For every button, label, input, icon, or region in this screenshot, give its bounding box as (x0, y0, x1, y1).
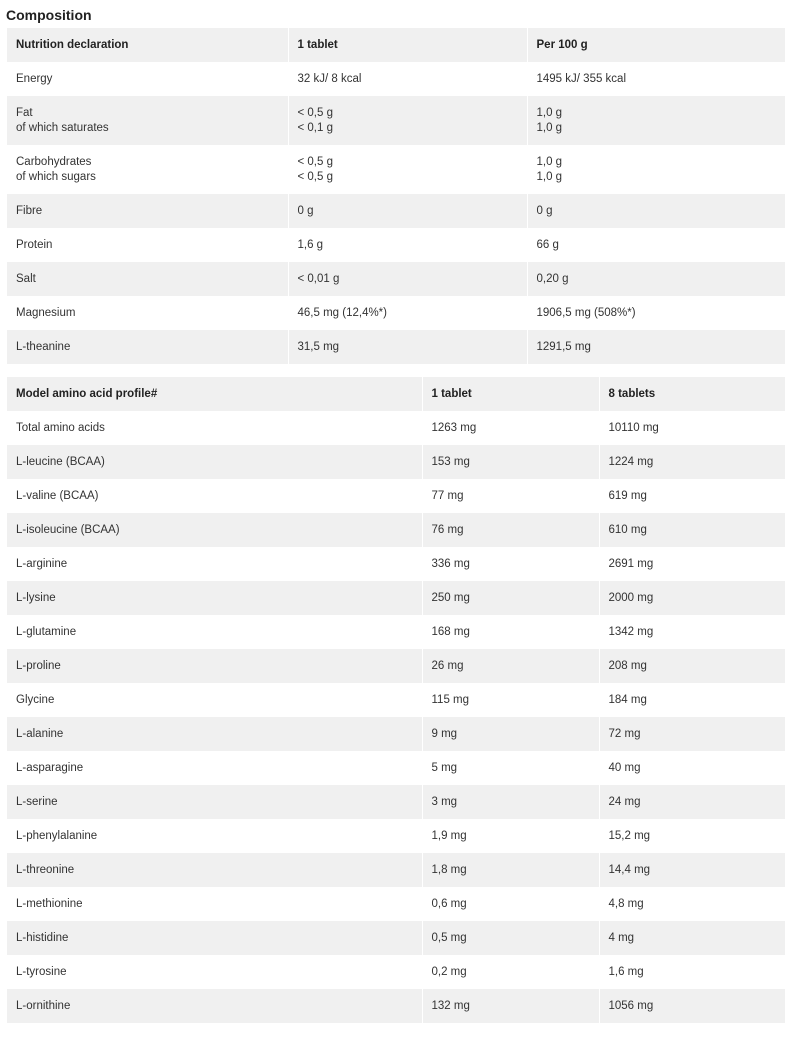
per-tablet-cell-line: 31,5 mg (297, 340, 340, 353)
table-row (7, 989, 785, 1023)
per-tablet-cell: 1,9 mg (422, 819, 599, 853)
per-100g-cell-line: 1,0 g (536, 170, 563, 183)
per-100g-cell-line: 66 g (536, 238, 559, 251)
per-tablet-cell-line: < 0,5 g (297, 155, 333, 168)
table-row (7, 145, 785, 194)
table-row (7, 581, 785, 615)
per-tablet-cell-line: < 0,5 g (297, 170, 333, 183)
per-8-tablets-cell: 4,8 mg (599, 887, 785, 921)
per-tablet-cell: 1263 mg (422, 411, 599, 445)
nutrient-name-cell (7, 145, 288, 194)
per-tablet-cell: 132 mg (422, 989, 599, 1023)
amino-acid-name-cell: L-histidine (7, 921, 422, 955)
nutrition-header-tablet: 1 tablet (288, 28, 527, 62)
per-100g-cell-line: 1495 kJ/ 355 kcal (536, 72, 627, 85)
nutrition-header-label: Nutrition declaration (7, 28, 288, 62)
per-100g-cell-line: 1,0 g (536, 121, 563, 134)
page-title: Composition (6, 7, 92, 23)
nutrition-header-row (7, 28, 785, 62)
amino-acid-name-cell: L-leucine (BCAA) (7, 445, 422, 479)
nutrient-name-cell (7, 296, 288, 330)
per-tablet-cell (288, 96, 527, 145)
per-tablet-cell: 5 mg (422, 751, 599, 785)
per-tablet-cell (288, 62, 527, 96)
amino-acid-name-cell: L-phenylalanine (7, 819, 422, 853)
per-100g-cell (527, 228, 785, 262)
per-tablet-cell: 26 mg (422, 649, 599, 683)
per-tablet-cell-line: 32 kJ/ 8 kcal (297, 72, 362, 85)
per-8-tablets-cell: 1056 mg (599, 989, 785, 1023)
per-tablet-cell (288, 330, 527, 364)
table-row (7, 751, 785, 785)
nutrient-name-cell (7, 330, 288, 364)
per-tablet-cell (288, 228, 527, 262)
amino-acid-name-cell: L-serine (7, 785, 422, 819)
nutrient-name-cell-line: L-theanine (16, 340, 71, 353)
per-tablet-cell-line: < 0,01 g (297, 272, 340, 285)
amino-acid-name-cell: L-tyrosine (7, 955, 422, 989)
nutrient-name-cell-line: Magnesium (16, 306, 76, 319)
per-tablet-cell: 1,8 mg (422, 853, 599, 887)
table-row (7, 411, 785, 445)
per-8-tablets-cell: 10110 mg (599, 411, 785, 445)
per-100g-cell (527, 62, 785, 96)
nutrient-name-cell (7, 262, 288, 296)
per-8-tablets-cell: 40 mg (599, 751, 785, 785)
per-8-tablets-cell: 1342 mg (599, 615, 785, 649)
per-100g-cell-line: 1906,5 mg (508%*) (536, 306, 636, 319)
per-tablet-cell-line: < 0,1 g (297, 121, 333, 134)
per-tablet-cell: 0,2 mg (422, 955, 599, 989)
table-row (7, 194, 785, 228)
per-100g-cell-line: 1,0 g (536, 155, 563, 168)
table-row (7, 615, 785, 649)
nutrition-table (7, 28, 785, 364)
per-8-tablets-cell: 184 mg (599, 683, 785, 717)
per-tablet-cell: 115 mg (422, 683, 599, 717)
per-100g-cell-line: 0 g (536, 204, 553, 217)
per-8-tablets-cell: 208 mg (599, 649, 785, 683)
table-row (7, 330, 785, 364)
nutrient-name-cell (7, 228, 288, 262)
amino-acid-name-cell: L-arginine (7, 547, 422, 581)
per-100g-cell (527, 296, 785, 330)
nutrient-name-cell (7, 62, 288, 96)
per-tablet-cell: 76 mg (422, 513, 599, 547)
per-8-tablets-cell: 619 mg (599, 479, 785, 513)
per-tablet-cell-line: 0 g (297, 204, 314, 217)
per-8-tablets-cell: 72 mg (599, 717, 785, 751)
per-100g-cell-line: 1291,5 mg (536, 340, 591, 353)
amino-acid-name-cell: L-glutamine (7, 615, 422, 649)
table-row (7, 228, 785, 262)
amino-header-8tablets: 8 tablets (599, 377, 785, 411)
amino-acid-name-cell: L-methionine (7, 887, 422, 921)
per-100g-cell (527, 194, 785, 228)
nutrient-name-cell-line: of which saturates (16, 121, 109, 134)
per-tablet-cell: 0,6 mg (422, 887, 599, 921)
amino-acid-name-cell: Glycine (7, 683, 422, 717)
nutrient-name-cell-line: Salt (16, 272, 36, 285)
nutrient-name-cell-line: Fat (16, 106, 33, 119)
table-row (7, 445, 785, 479)
per-tablet-cell: 168 mg (422, 615, 599, 649)
table-row (7, 513, 785, 547)
per-tablet-cell: 0,5 mg (422, 921, 599, 955)
nutrient-name-cell-line: Energy (16, 72, 53, 85)
amino-header-row (7, 377, 785, 411)
per-8-tablets-cell: 2000 mg (599, 581, 785, 615)
nutrient-name-cell-line: Carbohydrates (16, 155, 92, 168)
per-tablet-cell: 3 mg (422, 785, 599, 819)
per-100g-cell (527, 145, 785, 194)
per-tablet-cell (288, 296, 527, 330)
per-100g-cell-line: 1,0 g (536, 106, 563, 119)
per-8-tablets-cell: 24 mg (599, 785, 785, 819)
per-tablet-cell (288, 145, 527, 194)
per-8-tablets-cell: 1224 mg (599, 445, 785, 479)
table-row (7, 547, 785, 581)
per-8-tablets-cell: 610 mg (599, 513, 785, 547)
per-8-tablets-cell: 15,2 mg (599, 819, 785, 853)
amino-acid-name-cell: L-threonine (7, 853, 422, 887)
table-row (7, 717, 785, 751)
amino-acid-name-cell: L-ornithine (7, 989, 422, 1023)
per-tablet-cell-line: 46,5 mg (12,4%*) (297, 306, 387, 319)
amino-acid-name-cell: L-asparagine (7, 751, 422, 785)
per-8-tablets-cell: 2691 mg (599, 547, 785, 581)
table-row (7, 262, 785, 296)
amino-header-label: Model amino acid profile# (7, 377, 422, 411)
amino-acid-name-cell: Total amino acids (7, 411, 422, 445)
per-tablet-cell-line: < 0,5 g (297, 106, 333, 119)
nutrient-name-cell (7, 96, 288, 145)
amino-acid-name-cell: L-isoleucine (BCAA) (7, 513, 422, 547)
amino-header-tablet: 1 tablet (422, 377, 599, 411)
table-row (7, 683, 785, 717)
per-100g-cell (527, 262, 785, 296)
per-8-tablets-cell: 4 mg (599, 921, 785, 955)
table-row (7, 819, 785, 853)
table-row (7, 62, 785, 96)
amino-acid-name-cell: L-alanine (7, 717, 422, 751)
table-row (7, 853, 785, 887)
amino-acid-name-cell: L-lysine (7, 581, 422, 615)
per-tablet-cell: 9 mg (422, 717, 599, 751)
per-8-tablets-cell: 14,4 mg (599, 853, 785, 887)
per-100g-cell-line: 0,20 g (536, 272, 569, 285)
per-tablet-cell-line: 1,6 g (297, 238, 324, 251)
table-row (7, 96, 785, 145)
table-row (7, 921, 785, 955)
per-tablet-cell: 250 mg (422, 581, 599, 615)
per-tablet-cell: 153 mg (422, 445, 599, 479)
table-row (7, 479, 785, 513)
nutrition-header-per100: Per 100 g (527, 28, 785, 62)
table-row (7, 649, 785, 683)
table-row (7, 955, 785, 989)
per-tablet-cell: 336 mg (422, 547, 599, 581)
nutrient-name-cell-line: of which sugars (16, 170, 96, 183)
table-row (7, 785, 785, 819)
per-tablet-cell (288, 262, 527, 296)
per-tablet-cell (288, 194, 527, 228)
amino-acid-name-cell: L-proline (7, 649, 422, 683)
per-100g-cell (527, 96, 785, 145)
per-100g-cell (527, 330, 785, 364)
amino-acid-table (7, 377, 785, 1023)
amino-acid-name-cell: L-valine (BCAA) (7, 479, 422, 513)
nutrient-name-cell-line: Fibre (16, 204, 43, 217)
nutrient-name-cell (7, 194, 288, 228)
table-row (7, 296, 785, 330)
nutrient-name-cell-line: Protein (16, 238, 53, 251)
per-8-tablets-cell: 1,6 mg (599, 955, 785, 989)
per-tablet-cell: 77 mg (422, 479, 599, 513)
table-row (7, 887, 785, 921)
